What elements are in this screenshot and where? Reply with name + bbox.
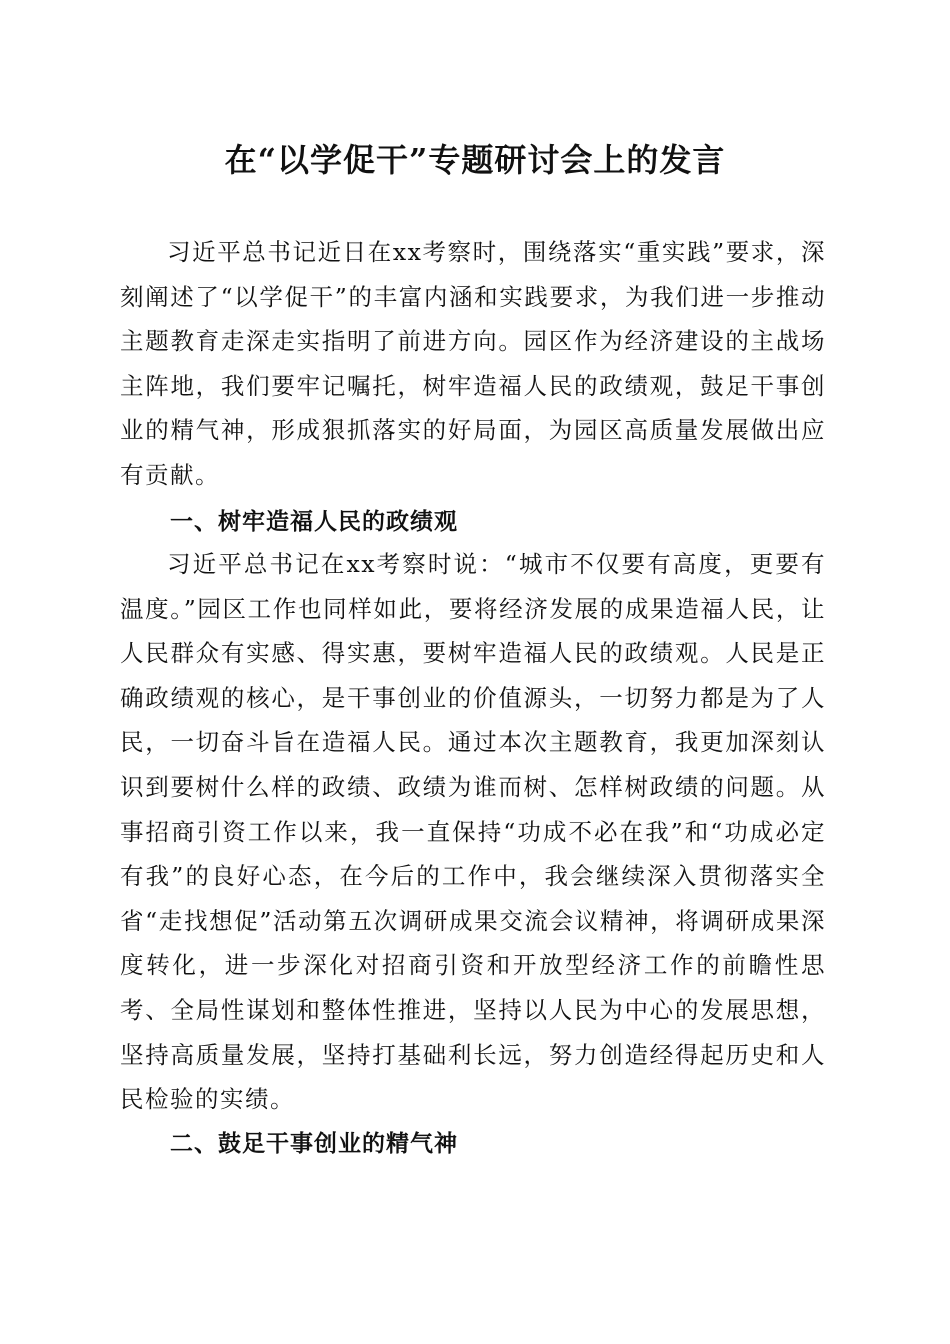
document-title: 在“以学促干”专题研讨会上的发言: [224, 141, 726, 179]
section-heading-1: 一、树牢造福人民的政绩观: [170, 509, 458, 535]
section-paragraph-1: 习近平总书记在xx考察时说：“城市不仅要有高度，更要有温度。”园区工作也同样如此，要将经济发展的成果造福人民，让人民群众有实感、得实惠，要树牢造福人民的政绩观。人民是正确政绩观的核心，是干事创业的价值源头，一切努力都是为了人民，一切奋斗旨在造福人民。通过本次主题教育，我更加深刻认识到要树什么样的政绩、政绩为谁而树、怎样树政绩的问题。从事招商引资工作以来，我一直保持“功成不必在我”和“功成必定有我”的良好心态，在今后的工作中，我会继续深入贯彻落实全省“走找想促”活动第五次调研成果交流会议精神，将调研成果深度转化，进一步深化对招商引资和开放型经济工作的前瞻性思考、全局性谋划和整体性推进，坚持以人民为中心的发展思想，坚持高质量发展，坚持打基础利长远，努力创造经得起历史和人民检验的实绩。: [120, 550, 826, 1114]
section-heading-2: 二、鼓足干事创业的精气神: [170, 1131, 458, 1157]
intro-paragraph: 习近平总书记近日在xx考察时，围绕落实“重实践”要求，深刻阐述了“以学促干”的丰富内涵和实践要求，为我们进一步推动主题教育走深走实指明了前进方向。园区作为经济建设的主战场主阵地，我们要牢记嘱托，树牢造福人民的政绩观，鼓足干事创业的精气神，形成狠抓落实的好局面，为园区高质量发展做出应有贡献。: [120, 238, 826, 489]
